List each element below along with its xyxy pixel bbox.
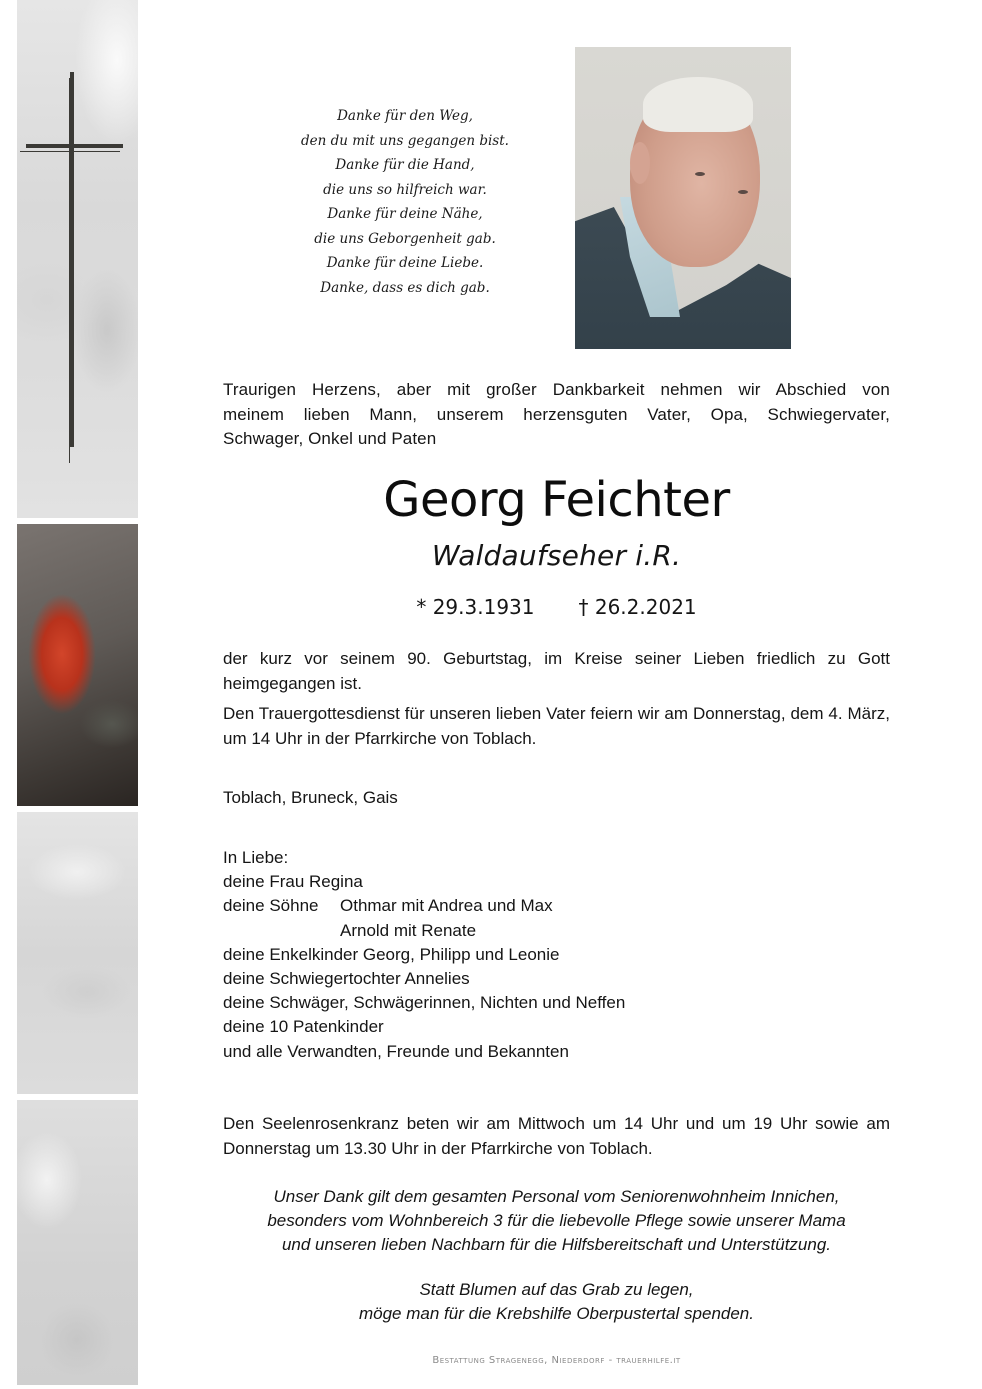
mourners-heading: In Liebe: [223, 848, 289, 867]
cross-icon [20, 72, 126, 464]
deceased-name: Georg Feichter [383, 472, 730, 528]
thanks-line: besonders vom Wohnbereich 3 für die liebevolle Pflege sowie unserer Mama [267, 1211, 846, 1231]
poem-line: die uns Geborgenheit gab. [314, 230, 496, 247]
mourner-wife: deine Frau Regina [223, 872, 363, 892]
poem-line: Danke für deine Liebe. [326, 255, 484, 271]
donation-line: möge man für die Krebshilfe Oberpustertal spenden. [358, 1304, 754, 1324]
deceased-title: Waldaufseher i.R. [431, 539, 682, 572]
decorative-rose-panel-middle [17, 812, 138, 1094]
poem-line: Danke, dass es dich gab. [320, 279, 490, 296]
places: Toblach, Bruneck, Gais [223, 788, 398, 807]
thanks-paragraph [223, 1185, 890, 1258]
donation-note [223, 1278, 890, 1326]
donation-line: Statt Blumen auf das Grab zu legen, [419, 1280, 694, 1299]
decorative-red-rose-panel [17, 524, 138, 806]
sons-label: deine Söhne [223, 896, 319, 916]
thanks-line: Unser Dank gilt dem gesamten Personal vom Seniorenwohnheim Innichen, [273, 1187, 840, 1206]
rosary-paragraph: Den Seelenrosenkranz beten wir am Mittwoch um 14 Uhr und um 19 Uhr sowie am Donnerstag um 13.30 Uhr in der Pfarrkirche von Toblach. [223, 1114, 890, 1158]
intro-line: meinem lieben Mann, unserem herzensguten Vater, Opa, Schwiegervater, [223, 404, 890, 424]
poem-line: den du mit uns gegangen bist. [301, 132, 509, 149]
poem-line: Danke für deine Nähe, [327, 206, 483, 222]
passing-paragraph: der kurz vor seinem 90. Geburtstag, im Kreise seiner Lieben friedlich zu Gott heimgegangen ist. [223, 649, 890, 693]
birth-date: * 29.3.1931 [416, 595, 535, 619]
funeral-home-footer: Bestattung Stragenegg, Niederdorf - trauerhilfe.it [432, 1355, 681, 1366]
intro-paragraph [223, 378, 890, 452]
poem [300, 104, 510, 300]
portrait-photo [575, 47, 791, 349]
service-paragraph: Den Trauergottesdienst für unseren lieben Vater feiern wir am Donnerstag, dem 4. März, um 14 Uhr in der Pfarrkirche von Toblach. [223, 704, 890, 748]
intro-line: Schwager, Onkel und Paten [223, 429, 437, 448]
thanks-line: und unseren lieben Nachbarn für die Hilfsbereitschaft und Unterstützung. [281, 1235, 832, 1255]
son-entry: Othmar mit Andrea und Max [340, 896, 553, 916]
mourner-grandchildren: deine Enkelkinder Georg, Philipp und Leonie [223, 944, 560, 964]
mourner-sons [223, 894, 625, 918]
son-entry: Arnold mit Renate [340, 920, 477, 940]
mourners-list [223, 846, 625, 1064]
poem-line: Danke für den Weg, [337, 108, 473, 124]
decorative-rose-panel-bottom [17, 1100, 138, 1385]
intro-line: Traurigen Herzens, aber mit großer Dankbarkeit nehmen wir Abschied von [223, 380, 890, 399]
poem-line: die uns so hilfreich war. [323, 181, 487, 198]
mourner-daughter-in-law: deine Schwiegertochter Annelies [223, 969, 470, 989]
life-dates [223, 592, 890, 622]
poem-line: Danke für die Hand, [335, 157, 475, 173]
mourner-godchildren: deine 10 Patenkinder [223, 1017, 384, 1037]
death-date: † 26.2.2021 [578, 595, 697, 619]
mourner-in-laws: deine Schwäger, Schwägerinnen, Nichten und Neffen [223, 993, 626, 1013]
mourner-others: und alle Verwandten, Freunde und Bekannten [223, 1041, 569, 1061]
